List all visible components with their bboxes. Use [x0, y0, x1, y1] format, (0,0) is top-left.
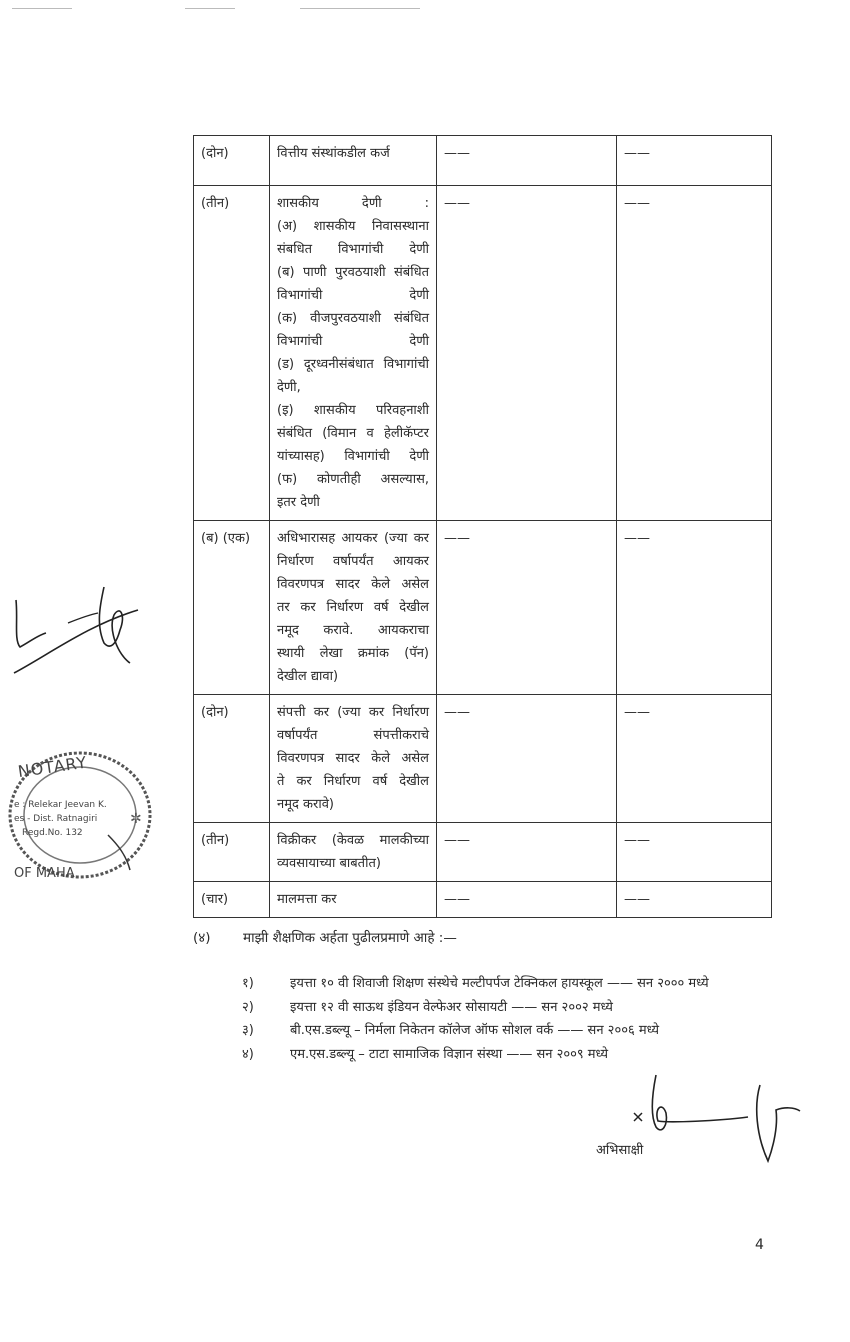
scan-artifact-line	[300, 8, 420, 9]
description-line: विभागांची देणी	[277, 288, 429, 303]
description-line: संपत्ती कर (ज्या कर निर्धारण	[277, 705, 429, 720]
scan-artifact-line	[185, 8, 235, 9]
row-value-col4: ——	[617, 521, 772, 695]
liabilities-table	[193, 135, 772, 918]
row-value-col3: ——	[437, 186, 617, 521]
description-line: नमूद करावे. आयकराचा	[277, 623, 429, 638]
description-line: विवरणपत्र सादर केले असेल	[277, 751, 429, 766]
section-number: (४)	[193, 930, 211, 946]
section-heading: माझी शैक्षणिक अर्हता पुढीलप्रमाणे आहे :—	[243, 930, 457, 946]
list-item-text: इयत्ता १० वी शिवाजी शिक्षण संस्थेचे मल्टीपर्पज टेक्निकल हायस्कूल —— सन २००० मध्ये	[290, 976, 709, 991]
row-value-col4: ——	[617, 136, 772, 186]
page-number: 4	[755, 1237, 764, 1253]
list-item	[242, 1019, 709, 1043]
qualification-list	[242, 972, 709, 1066]
table-row	[194, 521, 772, 695]
svg-text:OF MAHA: OF MAHA	[14, 866, 75, 881]
row-description	[270, 186, 437, 521]
row-description	[270, 823, 437, 882]
row-number: (ब) (एक)	[194, 521, 270, 695]
notary-stamp	[8, 745, 158, 885]
row-description	[270, 521, 437, 695]
row-value-col3: ——	[437, 136, 617, 186]
description-line: शासकीय देणी :	[277, 196, 429, 211]
list-item-text: बी.एस.डब्ल्यू – निर्मला निकेतन कॉलेज ऑफ सोशल वर्क —— सन २००६ मध्ये	[290, 1023, 660, 1038]
description-line: ते कर निर्धारण वर्ष देखील	[277, 774, 429, 789]
description-line: (ब) पाणी पुरवठयाशी संबंधित	[277, 265, 429, 280]
row-description	[270, 882, 437, 918]
description-line: (क) वीजपुरवठयाशी संबंधित	[277, 311, 429, 326]
description-line: (ड) दूरध्वनीसंबंधात विभागांची	[277, 357, 429, 372]
row-number: (दोन)	[194, 695, 270, 823]
description-line: तर कर निर्धारण वर्ष देखील	[277, 600, 429, 615]
row-description	[270, 136, 437, 186]
svg-text:e : Relekar Jeevan K.: e : Relekar Jeevan K.	[14, 800, 107, 810]
row-number: (चार)	[194, 882, 270, 918]
list-item-number: १)	[242, 976, 254, 991]
description-line: विक्रीकर (केवळ मालकीच्या	[277, 833, 429, 848]
description-line: (इ) शासकीय परिवहनाशी	[277, 403, 429, 418]
scan-artifact-line	[12, 8, 72, 9]
svg-text:Regd.No. 132: Regd.No. 132	[22, 828, 83, 838]
table-row	[194, 695, 772, 823]
row-value-col4: ——	[617, 186, 772, 521]
description-line: इतर देणी	[277, 495, 320, 510]
description-line: विवरणपत्र सादर केले असेल	[277, 577, 429, 592]
description-line: व्यवसायाच्या बाबतीत)	[277, 856, 381, 871]
row-value-col3: ——	[437, 823, 617, 882]
list-item-text: एम.एस.डब्ल्यू – टाटा सामाजिक विज्ञान संस्था —— सन २००९ मध्ये	[290, 1046, 608, 1062]
description-line: वित्तीय संस्थांकडील कर्ज	[277, 146, 390, 161]
row-value-col3: ——	[437, 521, 617, 695]
description-line: देणी,	[277, 380, 301, 395]
description-line: (फ) कोणतीही असल्यास,	[277, 472, 429, 487]
description-line: (अ) शासकीय निवासस्थाना	[277, 219, 429, 234]
description-line: वर्षापर्यंत संपत्तीकराचे	[277, 728, 429, 743]
description-line: मालमत्ता कर	[277, 892, 337, 907]
list-item-number: २)	[242, 999, 254, 1015]
qualification-heading	[193, 928, 457, 946]
description-line: निर्धारण वर्षापर्यंत आयकर	[277, 554, 429, 569]
description-line: अधिभारासह आयकर (ज्या कर	[277, 531, 429, 546]
list-item-number: ४)	[242, 1046, 254, 1062]
description-line: संबंधित (विमान व हेलीकॅप्टर	[277, 426, 429, 441]
description-line: देखील द्यावा)	[277, 669, 339, 684]
list-item	[242, 1043, 709, 1067]
margin-signature	[8, 575, 148, 680]
list-item	[242, 972, 709, 996]
description-line: विभागांची देणी	[277, 334, 429, 349]
deponent-signature	[628, 1065, 808, 1165]
svg-text:es - Dist. Ratnagiri: es - Dist. Ratnagiri	[14, 814, 98, 824]
row-value-col3: ——	[437, 695, 617, 823]
description-line: नमूद करावे)	[277, 797, 334, 812]
deponent-label: अभिसाक्षी	[596, 1143, 644, 1158]
table-row	[194, 186, 772, 521]
svg-text:NOTARY: NOTARY	[16, 752, 89, 782]
row-description	[270, 695, 437, 823]
description-line: स्थायी लेखा क्रमांक (पॅन)	[277, 646, 429, 661]
row-value-col4: ——	[617, 823, 772, 882]
row-value-col4: ——	[617, 695, 772, 823]
row-value-col4: ——	[617, 882, 772, 918]
table-row	[194, 882, 772, 918]
description-line: यांच्यासह) विभागांची देणी	[277, 449, 429, 464]
description-line: संबधित विभागांची देणी	[277, 242, 429, 257]
list-item-number: ३)	[242, 1023, 254, 1038]
row-number: (तीन)	[194, 186, 270, 521]
svg-text:✲: ✲	[130, 811, 142, 827]
list-item-text: इयत्ता १२ वी साऊथ इंडियन वेल्फेअर सोसायटी —— सन २००२ मध्ये	[290, 999, 613, 1015]
table-body	[194, 136, 772, 918]
row-number: (तीन)	[194, 823, 270, 882]
table-row	[194, 823, 772, 882]
row-value-col3: ——	[437, 882, 617, 918]
row-number: (दोन)	[194, 136, 270, 186]
table-row	[194, 136, 772, 186]
list-item	[242, 996, 709, 1020]
